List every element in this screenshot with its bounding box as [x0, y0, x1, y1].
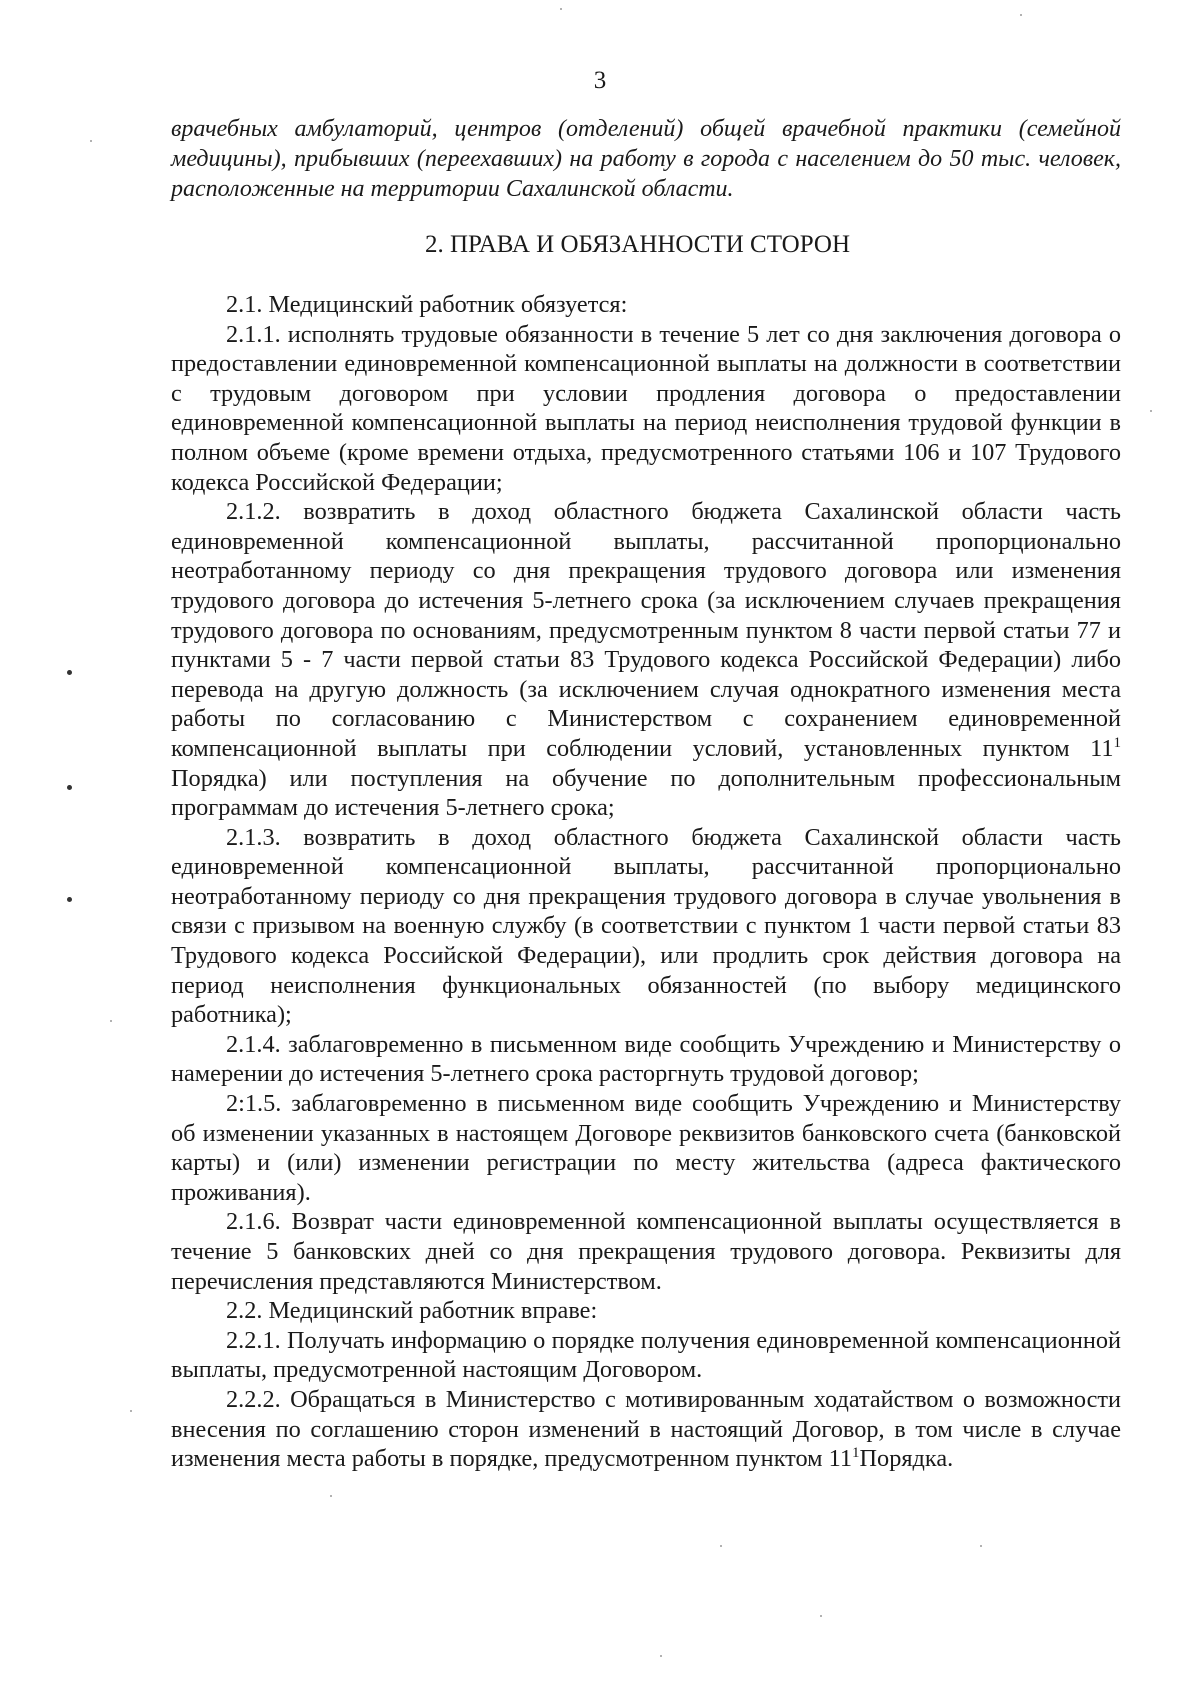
scan-speck [560, 8, 562, 10]
scan-speck [110, 1020, 112, 1022]
section-heading: 2. ПРАВА И ОБЯЗАННОСТИ СТОРОН [424, 231, 851, 258]
paragraph-2-1-6: 2.1.6. Возврат части единовременной компенсационной выплаты осуществляется в течение 5 банковских дней со дня прекращения трудового договора. Реквизиты для перечисления представляются Министерством. [171, 1208, 1121, 1295]
scan-speck [90, 140, 92, 142]
paragraph-2-2: 2.2. Медицинский работник вправе: [226, 1297, 598, 1325]
superscript: 1 [852, 1445, 860, 1462]
superscript: 1 [1113, 734, 1121, 751]
scan-speck [130, 1410, 132, 1412]
scan-speck [1150, 410, 1152, 412]
paragraph-2-1-5: 2:1.5. заблаговременно в письменном виде сообщить Учреждению и Министерству об изменении указанных в настоящем Договоре реквизитов банковского счета (банковской карты) и (или) изменении регистрации по месту жительства (адреса фактического проживания). [171, 1090, 1121, 1206]
scan-speck [330, 1495, 332, 1497]
scan-mark [67, 897, 72, 902]
scan-speck [980, 1545, 982, 1547]
paragraph-2-2-1: 2.2.1. Получать информацию о порядке получения единовременной компенсационной выплаты, предусмотренной настоящим Договором. [171, 1326, 1121, 1384]
scan-mark [67, 670, 72, 675]
paragraph-2-1-4: 2.1.4. заблаговременно в письменном виде сообщить Учреждению и Министерству о намерении до истечения 5-летнего срока расторгнуть трудовой договор; [171, 1030, 1121, 1088]
paragraph-2-1-2 [171, 497, 1121, 823]
paragraph-2-2-2-text-b: Порядка. [859, 1445, 954, 1473]
paragraph-2-1-3: 2.1.3. возвратить в доход областного бюджета Сахалинской области часть единовременной компенсационной выплаты, рассчитанной пропорционально неотработанному периоду со дня прекращения трудового договора в случае увольнения в связи с призывом на военную службу (в соответствии с пунктом 1 части первой статьи 83 Трудового кодекса Российской Федерации), или продлить срок действия договора на период неисполнения функциональных обязанностей (по выбору медицинского работника); [171, 823, 1121, 1029]
scan-mark [67, 785, 72, 790]
scan-speck [720, 1545, 722, 1547]
document-body [171, 290, 1121, 1474]
paragraph-2-1-2-text-a: 2.1.2. возвратить в доход областного бюджета Сахалинской области часть единовременной компенсационной выплаты, рассчитанной пропорционально неотработанному периоду со дня прекращения трудового договора или изменения трудового договора до истечения 5-летнего срока (за исключением случаев прекращения трудового договора по основаниям, предусмотренным пунктом 8 части первой статьи 77 и пунктами 5 - 7 части первой статьи 83 Трудового кодекса Российской Федерации) либо перевода на другую должность (за исключением случая однократного изменения места работы по согласованию с Министерством с сохранением единовременной компенсационной выплаты при соблюдении условий, установленных пунктом 11 [171, 498, 1121, 762]
paragraph-2-1-1: 2.1.1. исполнять трудовые обязанности в течение 5 лет со дня заключения договора о предоставлении единовременной компенсационной выплаты на должности в соответствии с трудовым договором при условии продления договора о предоставлении единовременной компенсационной выплаты на период неисполнения трудовой функции в полном объеме (кроме времени отдыха, предусмотренного статьями 106 и 107 Трудового кодекса Российской Федерации; [171, 320, 1121, 496]
paragraph-2-1: 2.1. Медицинский работник обязуется: [226, 291, 628, 318]
scan-speck [820, 1615, 822, 1617]
paragraph-2-2-2 [171, 1385, 1121, 1474]
intro-italic-text: врачебных амбулаторий, центров (отделений) общей врачебной практики (семейной медицины), прибывших (переехавших) на работу в города с населением до 50 тыс. человек, расположенные на территории Сахалинской области. [171, 116, 1121, 202]
scan-speck [660, 1655, 662, 1657]
paragraph-2-1-2-text-b: Порядка) или поступления на обучение по дополнительным профессиональным программам до истечения 5-летнего срока; [171, 764, 1121, 822]
page-number: 3 [593, 67, 607, 94]
scan-speck [1020, 14, 1022, 16]
paragraph-2-2-2-text-a: 2.2.2. Обращаться в Министерство с мотивированным ходатайством о возможности внесения по соглашению сторон изменений в настоящий Договор, в том числе в случае изменения места работы в порядке, предусмотренном пунктом 11 [171, 1385, 1121, 1473]
